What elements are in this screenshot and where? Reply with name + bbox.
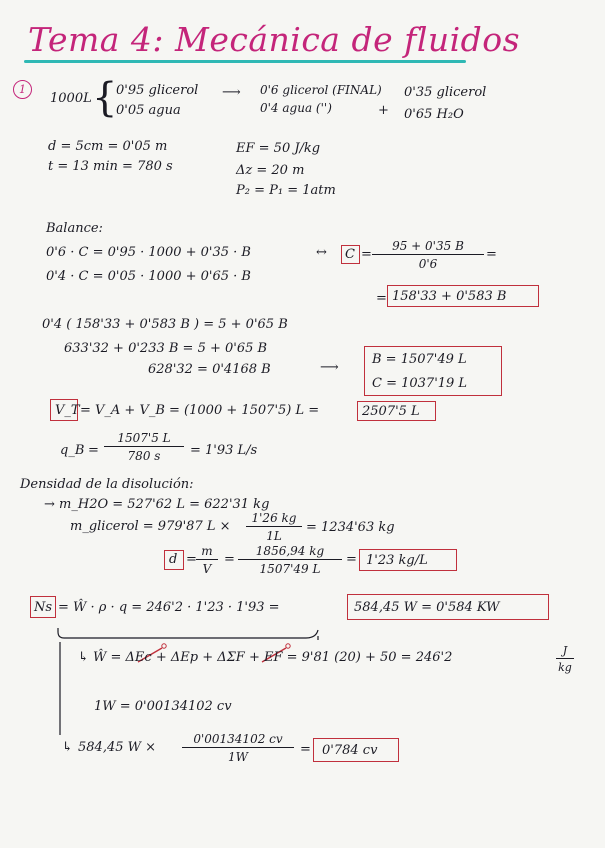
c-denominator: 0'6: [418, 257, 438, 271]
vt-result: 2507'5 L: [362, 404, 420, 419]
cv-fraction: [182, 733, 294, 763]
ef-value: EF = 50 J/kg: [236, 141, 321, 156]
vt-label: V_T: [55, 403, 80, 418]
equals-sign: =: [361, 247, 372, 262]
add1: 0'35 glicerol: [404, 85, 487, 100]
density-den: 1507'49 L: [259, 562, 321, 576]
pressure: P₂ = P₁ = 1atm: [236, 183, 336, 198]
j-unit: J: [556, 645, 574, 659]
mix1: 0'95 glicerol: [116, 83, 199, 98]
mix2: 0'05 agua: [116, 103, 181, 118]
equals-sign-8: =: [300, 742, 311, 757]
mass-glycerol-result: = 1234'63 kg: [306, 520, 395, 535]
density-heading: Densidad de la disolución:: [20, 477, 194, 492]
substitution-2: 633'32 + 0'233 B = 5 + 0'65 B: [64, 341, 268, 356]
arrow-icon: ↔: [316, 245, 327, 260]
cv-denominator: 1W: [228, 750, 248, 764]
qb-result: = 1'93 L/s: [190, 443, 258, 458]
balance-heading: Balance:: [46, 221, 103, 236]
work-equation: ↳ Ŵ = ΔEc + ΔEp + ΔΣF + EF = 9'81 (20) + 50 = 246'2: [78, 650, 453, 665]
dz-value: Δz = 20 m: [236, 163, 305, 178]
j-per-kg: [556, 645, 574, 673]
final1: 0'6 glicerol (FINAL): [260, 83, 382, 97]
balance-eq2: 0'4 · C = 0'05 · 1000 + 0'65 · B: [46, 269, 251, 284]
total-volume: 1000L: [50, 91, 92, 106]
page-title: Tema 4: Mecánica de fluidos: [28, 20, 521, 59]
qb-denominator: 780 s: [127, 449, 161, 463]
kg-unit: kg: [558, 661, 572, 674]
diameter: d = 5cm = 0'05 m: [48, 139, 168, 154]
arrow-icon: ⟶: [320, 360, 339, 375]
add2: 0'65 H₂O: [404, 107, 464, 122]
arrow-icon: ⟶: [222, 85, 241, 100]
brace-icon: {: [92, 75, 118, 121]
c-final: C = 1037'19 L: [372, 376, 468, 391]
qb-numerator: 1507'5 L: [104, 432, 184, 447]
c-numerator: 95 + 0'35 B: [372, 240, 484, 255]
b-result: B = 1507'49 L: [372, 352, 467, 367]
equals-sign-7: =: [346, 552, 357, 567]
equals-sign-5: =: [186, 552, 197, 567]
plus-sign: +: [378, 103, 389, 118]
cv-numerator: 0'00134102 cv: [182, 733, 294, 748]
d-label: d: [169, 552, 178, 567]
final2: 0'4 agua (''): [260, 101, 332, 115]
c-label: C: [345, 247, 355, 262]
problem-number: 1: [13, 80, 32, 99]
density-num: 1856,94 kg: [238, 545, 342, 560]
ns-result: 584,45 W = 0'584 KW: [354, 600, 500, 615]
equals-sign-3: =: [376, 291, 387, 306]
mass-water: → m_H2O = 527'62 L = 622'31 kg: [44, 497, 270, 512]
equals-sign-2: =: [486, 247, 497, 262]
watt-to-cv: 1W = 0'00134102 cv: [94, 699, 232, 714]
ns-equation: = Ŵ · ρ · q = 246'2 · 1'23 · 1'93 =: [58, 600, 280, 615]
c-result: 158'33 + 0'583 B: [392, 289, 507, 304]
equals-sign-6: =: [224, 552, 235, 567]
qb-label: q_B: [60, 443, 85, 458]
time: t = 13 min = 780 s: [48, 159, 173, 174]
glycerol-density-den: 1L: [266, 529, 282, 543]
final-pre: 584,45 W ×: [78, 740, 157, 755]
m-symbol: m: [196, 545, 218, 560]
final-result: 0'784 cv: [322, 743, 378, 758]
substitution-3: 628'32 = 0'4168 B: [148, 362, 271, 377]
density-result: 1'23 kg/L: [366, 553, 428, 568]
equals-sign-4: =: [88, 443, 99, 458]
glycerol-density-num: 1'26 kg: [246, 512, 302, 527]
mass-glycerol-pre: m_glicerol = 979'87 L ×: [70, 519, 231, 534]
ns-label: Ns: [34, 600, 53, 615]
vt-equation: = V_A + V_B = (1000 + 1507'5) L =: [80, 403, 320, 418]
arrow-icon: ↳: [62, 740, 73, 755]
v-symbol: V: [202, 562, 212, 576]
substitution-1: 0'4 ( 158'33 + 0'583 B ) = 5 + 0'65 B: [42, 317, 288, 332]
balance-eq1: 0'6 · C = 0'95 · 1000 + 0'35 · B: [46, 245, 251, 260]
